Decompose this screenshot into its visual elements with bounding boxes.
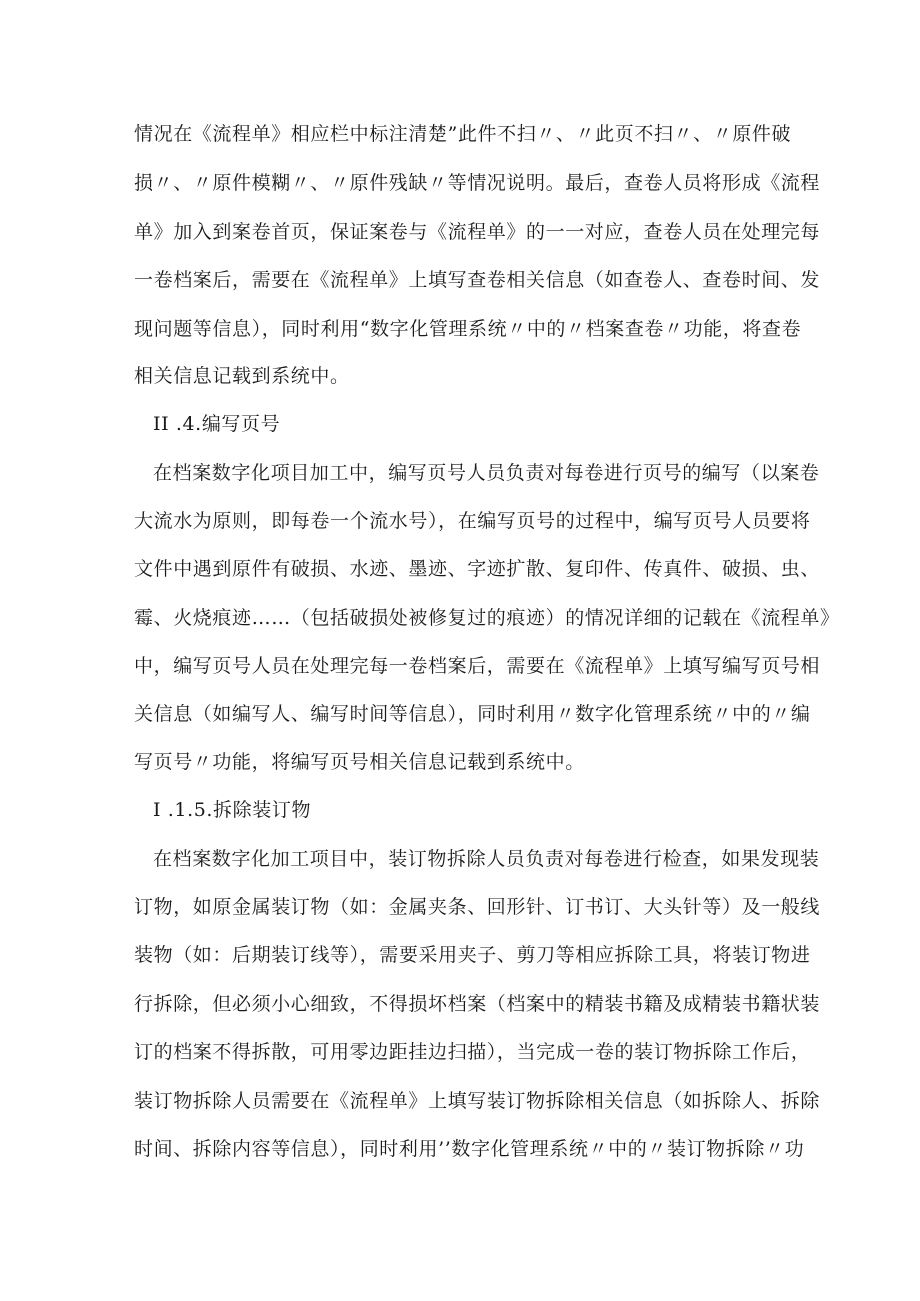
paragraph-line: 在档案数字化项目加工中，编写页号人员负责对每卷进行页号的编写（以案卷	[153, 462, 820, 484]
paragraph-line: 行拆除，但必须小心细致，不得损坏档案（档案中的精装书籍及成精装书籍状装	[134, 993, 821, 1015]
paragraph-line: 装订物拆除人员需要在《流程单》上填写装订物拆除相关信息（如拆除人、拆除	[134, 1090, 821, 1112]
section-heading-4: II .4.编写页号	[153, 413, 281, 435]
paragraph-line: 在档案数字化加工项目中，装订物拆除人员负责对每卷进行检查，如果发现装	[153, 848, 820, 870]
paragraph-line: 关信息（如编写人、编写时间等信息），同时利用〃数字化管理系统〃中的〃编	[134, 703, 811, 725]
paragraph-line: 订的档案不得拆散，可用零边距挂边扫描），当完成一卷的装订物拆除工作后，	[134, 1041, 811, 1063]
paragraph-line: 大流水为原则，即每卷一个流水号），在编写页号的过程中，编写页号人员要将	[134, 510, 811, 532]
paragraph-line: 现问题等信息），同时利用“数字化管理系统〃中的〃档案查卷〃功能，将查卷	[134, 318, 802, 340]
paragraph-line: 文件中遇到原件有破损、水迹、墨迹、字迹扩散、复印件、传真件、破损、虫、	[134, 558, 821, 580]
paragraph-line: 一卷档案后，需要在《流程单》上填写查卷相关信息（如查卷人、查卷时间、发	[134, 269, 821, 291]
paragraph-line: 情况在《流程单》相应栏中标注清楚”此件不扫〃、〃此页不扫〃、〃原件破	[134, 123, 792, 145]
paragraph-line: 订物，如原金属装订物（如：金属夹条、回形针、订书订、大头针等）及一般线	[134, 896, 821, 918]
paragraph-line: 装物（如：后期装订线等），需要采用夹子、剪刀等相应拆除工具，将装订物进	[134, 944, 811, 966]
paragraph-line: 中，编写页号人员在处理完每一卷档案后，需要在《流程单》上填写编写页号相	[134, 655, 821, 677]
paragraph-line: 相关信息记载到系统中。	[134, 365, 350, 387]
paragraph-line: 单》加入到案卷首页，保证案卷与《流程单》的一一对应，查卷人员在处理完每	[134, 221, 821, 243]
paragraph-line: 霉、火烧痕迹……（包括破损处被修复过的痕迹）的情况详细的记载在《流程单》	[134, 607, 840, 629]
section-heading-5: I .1.5.拆除装订物	[153, 799, 312, 821]
paragraph-line: 写页号〃功能，将编写页号相关信息记载到系统中。	[134, 751, 585, 773]
paragraph-line: 损〃、〃原件模糊〃、〃原件残缺〃等情况说明。最后，查卷人员将形成《流程	[134, 172, 821, 194]
paragraph-line: 时间、拆除内容等信息），同时利用’’数字化管理系统〃中的〃装订物拆除〃功	[134, 1138, 805, 1160]
